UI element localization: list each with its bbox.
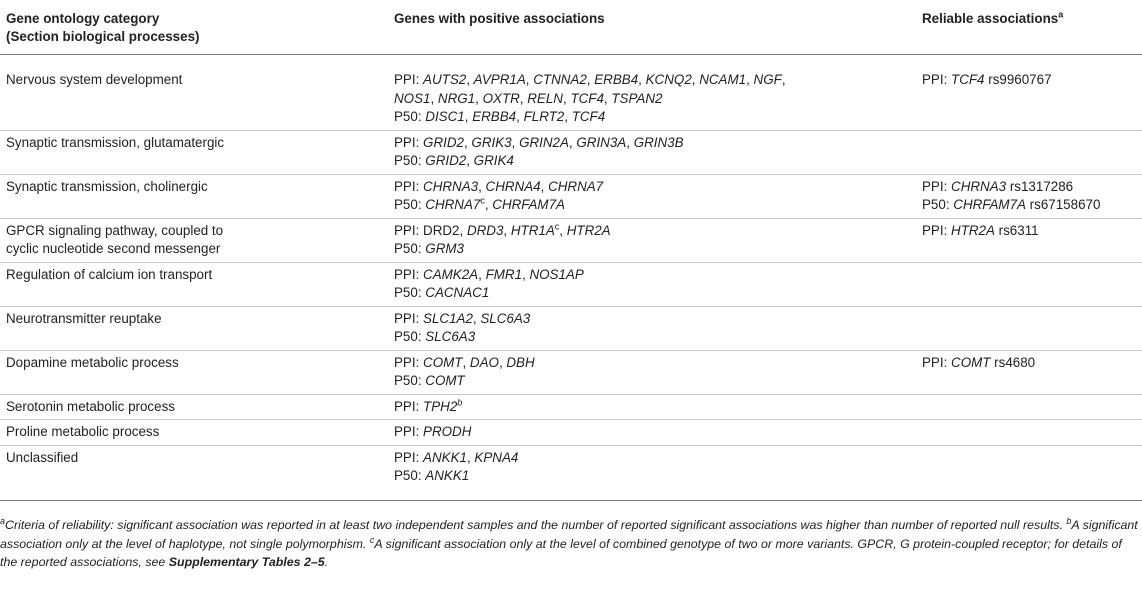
cell-text: , [746,72,754,87]
cell-text: , [430,90,438,106]
gene-symbol: CACNAC1 [425,285,490,300]
cell-text: , [478,266,486,282]
cell-text: , [540,178,549,194]
cell-genes [388,174,916,218]
gene-symbol: HTR2A [566,222,611,238]
cell-text: rs6311 [994,222,1039,238]
category-line: Regulation of calcium ion transport [6,266,213,282]
cell-text: , [516,109,524,124]
table-row [0,55,1142,131]
cell-category [0,262,388,306]
cell-reliable [916,130,1142,174]
gene-symbol: ERBB4 [472,109,517,124]
cell-text: , [564,109,572,124]
cell-genes [388,350,916,394]
cell-text: P50: [394,468,426,483]
cell-reliable [916,420,1142,446]
cell-genes-line [394,328,910,347]
cell-text: , [562,90,571,106]
footnote-sup-b: b [1066,515,1072,526]
cell-text: PPI: [922,354,952,370]
gene-symbol: GRIN3A [576,134,627,150]
table-body [0,55,1142,501]
gene-symbol: NCAM1 [699,72,747,87]
footnote-sup-c: c [369,534,375,545]
cell-category [0,394,388,420]
cell-text: , [503,222,511,238]
cell-text: P50: [922,197,954,212]
category-line: GPCR signaling pathway, coupled to [6,222,224,238]
category-line: cyclic nucleotide second messenger [6,241,221,256]
cell-text: , [484,197,493,212]
table-row [0,306,1142,350]
header-reliable-sup: a [1058,9,1064,20]
header-genes [388,6,916,55]
cell-text: P50: [394,373,426,388]
cell-text: , [478,178,486,194]
gene-symbol: DRD3 [466,222,504,238]
cell-reliable [916,445,1142,500]
cell-reliable [916,262,1142,306]
cell-text: , [525,72,534,87]
header-reliable-label: Reliable associations [922,11,1059,26]
cell-genes-line [394,423,910,442]
cell-text: PPI: DRD2, [394,222,467,238]
gene-symbol: PRODH [423,424,472,439]
gene-symbol: TCF4 [570,90,604,106]
footnote-marker: b [457,397,463,408]
footnote-marker: c [480,195,485,206]
cell-category [0,174,388,218]
cell-text: , [475,90,483,106]
gene-symbol: CHRNA7 [548,178,604,194]
cell-genes-line [394,178,910,197]
gene-symbol: SLC6A3 [480,310,531,326]
cell-text: PPI: [922,72,952,87]
cell-genes-line [394,108,910,127]
cell-text: PPI: [394,266,424,282]
gene-symbol: HTR2A [951,222,995,238]
gene-symbol: KCNQ2 [645,72,692,87]
cell-genes-line [394,266,910,285]
cell-genes-line [394,134,910,153]
table-header-row [0,6,1142,55]
gene-symbol: CHRFAM7A [492,197,565,212]
gene-symbol: SLC1A2 [423,310,473,326]
cell-genes [388,55,916,131]
cell-genes [388,394,916,420]
cell-genes-line [394,152,910,171]
gene-association-table [0,6,1142,501]
gene-symbol: GRID2 [423,134,464,150]
cell-genes-line [394,372,910,391]
cell-text: , [466,153,474,168]
gene-symbol: CTNNA2 [533,72,587,87]
table-row [0,350,1142,394]
category-line: Neurotransmitter reuptake [6,310,162,326]
gene-symbol: COMT [423,354,463,370]
cell-text: , [603,90,612,106]
category-line: Synaptic transmission, glutamatergic [6,134,225,150]
gene-symbol: GRM3 [425,241,464,256]
table-row [0,130,1142,174]
cell-reliable [916,218,1142,262]
cell-genes [388,262,916,306]
cell-genes [388,445,916,500]
gene-symbol: TCF4 [951,72,985,87]
gene-symbol: NOS1 [394,90,431,106]
cell-text: PPI: [922,222,952,238]
cell-reliable-line [922,222,1136,241]
category-line: Dopamine metabolic process [6,354,179,370]
cell-text: rs4680 [990,354,1036,370]
gene-symbol: ANKK1 [425,468,470,483]
cell-text: P50: [394,241,426,256]
cell-text: , [464,109,473,124]
gene-symbol: AUTS2 [423,72,467,87]
cell-reliable [916,174,1142,218]
table-footnote [0,516,1140,572]
cell-text: , [466,449,475,465]
cell-text: P50: [394,153,426,168]
table-row [0,420,1142,446]
cell-text: , [511,134,520,150]
cell-genes-line [394,449,910,468]
gene-symbol: RELN [527,90,563,106]
header-reliable [916,6,1142,55]
cell-text: , [472,310,481,326]
gene-symbol: GRIN2A [519,134,569,150]
cell-text: PPI: [394,398,424,414]
cell-category [0,218,388,262]
cell-genes-line [394,284,910,303]
category-line: Nervous system development [6,72,183,87]
cell-text: , [781,72,786,87]
cell-text: , [638,72,646,87]
cell-genes [388,420,916,446]
cell-text: , [462,354,470,370]
cell-category [0,130,388,174]
gene-symbol: COMT [425,373,465,388]
cell-genes-line [394,90,910,109]
cell-category [0,55,388,131]
category-line: Serotonin metabolic process [6,398,175,414]
gene-symbol: ANKK1 [423,449,467,465]
cell-text: P50: [394,197,426,212]
gene-symbol: CHRNA3 [951,178,1007,194]
gene-symbol: CAMK2A [423,266,479,282]
cell-text: rs9960767 [984,72,1052,87]
cell-text: PPI: [394,134,424,150]
gene-symbol: SLC6A3 [425,329,476,344]
cell-text: , [691,72,700,87]
cell-text: PPI: [394,178,424,194]
table-row [0,174,1142,218]
cell-reliable-line [922,178,1136,197]
cell-text: , [498,354,507,370]
header-genes-label: Genes with positive associations [394,11,605,26]
footnote-end: . [324,555,329,569]
cell-category [0,350,388,394]
cell-reliable [916,350,1142,394]
cell-reliable-line [922,71,1136,90]
gene-symbol: CHRNA3 [423,178,479,194]
supplementary-tables-link[interactable]: Supplementary Tables 2–5 [168,555,325,569]
gene-symbol: GRIK3 [471,134,512,150]
cell-genes-line [394,71,910,90]
cell-genes-line [394,467,910,486]
cell-genes-line [394,310,910,329]
cell-text: , [586,72,595,87]
gene-symbol: ERBB4 [594,72,639,87]
gene-symbol: GRIK4 [473,153,514,168]
gene-symbol: NOS1AP [529,266,584,282]
cell-text: , [519,90,528,106]
gene-symbol: COMT [951,354,991,370]
header-category-line1: Gene ontology category [6,11,160,26]
cell-text: P50: [394,109,426,124]
cell-genes [388,130,916,174]
category-line: Proline metabolic process [6,424,160,439]
gene-symbol: KPNA4 [474,449,519,465]
cell-reliable-line [922,354,1136,373]
footnote-sup-a: a [0,515,6,526]
gene-symbol: HTR1A [510,222,555,238]
cell-text: rs1317286 [1006,178,1074,194]
cell-genes [388,306,916,350]
cell-text: P50: [394,285,426,300]
cell-category [0,445,388,500]
cell-text: PPI: [922,178,952,194]
cell-text: , [463,134,472,150]
header-category [0,6,388,55]
gene-symbol: CHRNA4 [485,178,541,194]
cell-category [0,306,388,350]
cell-text: PPI: [394,354,424,370]
gene-symbol: FMR1 [485,266,523,282]
gene-symbol: CHRFAM7A [953,197,1026,212]
footnote-text-a: Criteria of reliability: significant association was reported in at least two independent samples and the number of reported significant associations was higher than number of reported null results. [5,518,1067,532]
cell-category [0,420,388,446]
category-line: Unclassified [6,449,79,465]
cell-reliable [916,394,1142,420]
gene-symbol: FLRT2 [523,109,565,124]
category-line: Synaptic transmission, cholinergic [6,178,208,194]
cell-genes-line [394,196,910,215]
footnote-marker: c [554,221,560,232]
table-row [0,394,1142,420]
gene-symbol: GRID2 [425,153,467,168]
gene-symbol: AVPR1A [473,72,526,87]
gene-symbol: TPH2 [423,398,458,414]
gene-symbol: NGF [753,72,782,87]
cell-text: rs67158670 [1025,197,1101,212]
cell-reliable [916,306,1142,350]
footnote-text-c: A significant association only at the level of combined genotype of two or more variants. GPCR, G protein-coupled receptor; for details of the reported associations, see [0,536,1122,569]
gene-symbol: CHRNA7 [425,197,481,212]
table-row [0,218,1142,262]
cell-text: , [522,266,530,282]
gene-symbol: DBH [506,354,535,370]
header-category-line2: (Section biological processes) [6,29,200,44]
cell-genes-line [394,240,910,259]
cell-text: P50: [394,329,426,344]
gene-symbol: DAO [469,354,499,370]
cell-genes-line [394,222,910,241]
cell-text: PPI: [394,449,424,465]
cell-text: , [466,72,474,87]
cell-genes-line [394,398,910,417]
cell-reliable [916,55,1142,131]
table-row [0,262,1142,306]
cell-text: , [559,222,567,238]
table-row [0,445,1142,500]
gene-symbol: DISC1 [425,109,465,124]
gene-symbol: NRG1 [437,90,476,106]
gene-symbol: TCF4 [571,109,606,124]
gene-symbol: OXTR [482,90,520,106]
cell-reliable-line [922,196,1136,215]
footnote-text-b: A significant association only at the level of haplotype, not single polymorphism. [0,518,1138,551]
cell-text: PPI: [394,72,424,87]
gene-symbol: TSPAN2 [611,90,663,106]
cell-text: PPI: [394,424,424,439]
cell-genes [388,218,916,262]
gene-symbol: GRIN3B [633,134,684,150]
cell-text: , [568,134,577,150]
cell-text: PPI: [394,310,424,326]
cell-text: , [626,134,634,150]
cell-genes-line [394,354,910,373]
